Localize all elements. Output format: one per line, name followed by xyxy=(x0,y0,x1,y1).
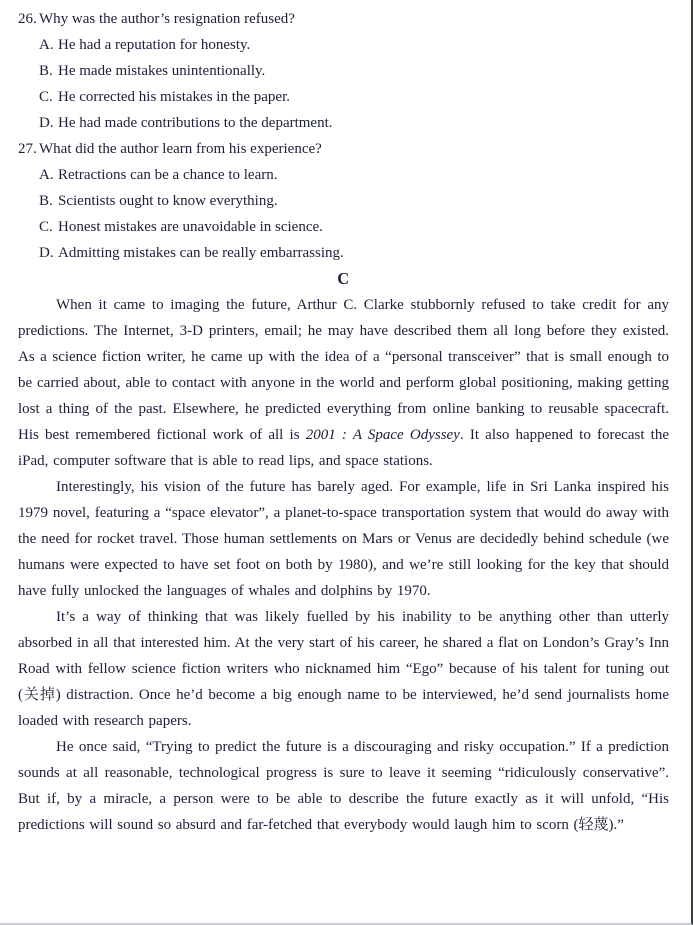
option-text: Retractions can be a chance to learn. xyxy=(58,167,278,183)
passage-text: He once said, “Trying to predict the future is a discouraging and risky occupation.” If a prediction sounds at all reasonable, technological progress is sure to leave it seeming “ridiculously conservative”. But if, by a miracle, a person were to be able to describe the future exactly as it will unfold, “His predictions will sound so absurd and far-fetched that everybody would laugh him to scorn (轻蔑).” xyxy=(18,739,669,833)
option-text: He had a reputation for honesty. xyxy=(58,37,251,53)
option-row-26b xyxy=(18,58,669,84)
passage-paragraph xyxy=(18,292,669,474)
option-row-26a xyxy=(18,32,669,58)
question-number: 26. xyxy=(18,11,37,27)
option-row-26d xyxy=(18,110,669,136)
questions-section xyxy=(18,6,669,266)
option-label: B. xyxy=(39,63,53,79)
question-line xyxy=(18,136,669,162)
passage-text: When it came to imaging the future, Arthur C. Clarke stubbornly refused to take credit for any predictions. The Internet, 3-D printers, email; he may have described them all long before they existed. As a science fiction writer, he came up with the idea of a “personal transceiver” that is small enough to be carried about, able to contact with anyone in the world and perform global positioning, making getting lost a thing of the past. Elsewhere, he predicted everything from online banking to reusable spacecraft. His best remembered fictional work of all is xyxy=(18,297,669,443)
option-text: He made mistakes unintentionally. xyxy=(58,63,266,79)
option-label: B. xyxy=(39,193,53,209)
option-text: He had made contributions to the department. xyxy=(58,115,333,131)
question-26 xyxy=(18,6,669,136)
option-row-27b xyxy=(18,188,669,214)
option-label: C. xyxy=(39,219,53,235)
passage-paragraph xyxy=(18,604,669,734)
question-number: 27. xyxy=(18,141,37,157)
option-row-27a xyxy=(18,162,669,188)
passage-text: Interestingly, his vision of the future has barely aged. For example, life in Sri Lanka inspired his 1979 novel, featuring a “space elevator”, a planet-to-space transportation system that would do away with the need for rocket travel. Those human settlements on Mars or Venus are decidedly behind schedule (we humans were expected to have set foot on both by 1980), and we’re still looking for the key that should have fully unlocked the languages of whales and dolphins by 1970. xyxy=(18,479,669,599)
question-line xyxy=(18,6,669,32)
passage-paragraph xyxy=(18,734,669,838)
option-row-27c xyxy=(18,214,669,240)
option-text: Admitting mistakes can be really embarrassing. xyxy=(58,245,344,261)
question-27 xyxy=(18,136,669,266)
question-stem: What did the author learn from his experience? xyxy=(39,141,322,157)
option-label: D. xyxy=(39,115,54,131)
book-title-italic: 2001 : A Space Odyssey xyxy=(305,427,460,443)
option-text: He corrected his mistakes in the paper. xyxy=(58,89,291,105)
question-stem: Why was the author’s resignation refused? xyxy=(39,11,295,27)
passage-paragraph xyxy=(18,474,669,604)
option-label: D. xyxy=(39,245,54,261)
passage xyxy=(18,292,669,838)
option-label: C. xyxy=(39,89,53,105)
option-text: Scientists ought to know everything. xyxy=(58,193,278,209)
passage-text: . It also happened to forecast the iPad, computer software that is able to read lips, and space stations. xyxy=(18,427,669,469)
option-text: Honest mistakes are unavoidable in science. xyxy=(58,219,323,235)
section-header: C xyxy=(337,269,350,288)
option-label: A. xyxy=(39,37,54,53)
option-label: A. xyxy=(39,167,54,183)
option-row-27d xyxy=(18,240,669,266)
option-row-26c xyxy=(18,84,669,110)
passage-text: It’s a way of thinking that was likely fuelled by his inability to be anything other than utterly absorbed in all that interested him. At the very start of his career, he shared a flat on London’s Gray’s Inn Road with fellow science fiction writers who nicknamed him “Ego” because of his talent for tuning out (关掉) distraction. Once he’d become a big enough name to be interviewed, he’d send journalists home loaded with research papers. xyxy=(18,609,669,729)
